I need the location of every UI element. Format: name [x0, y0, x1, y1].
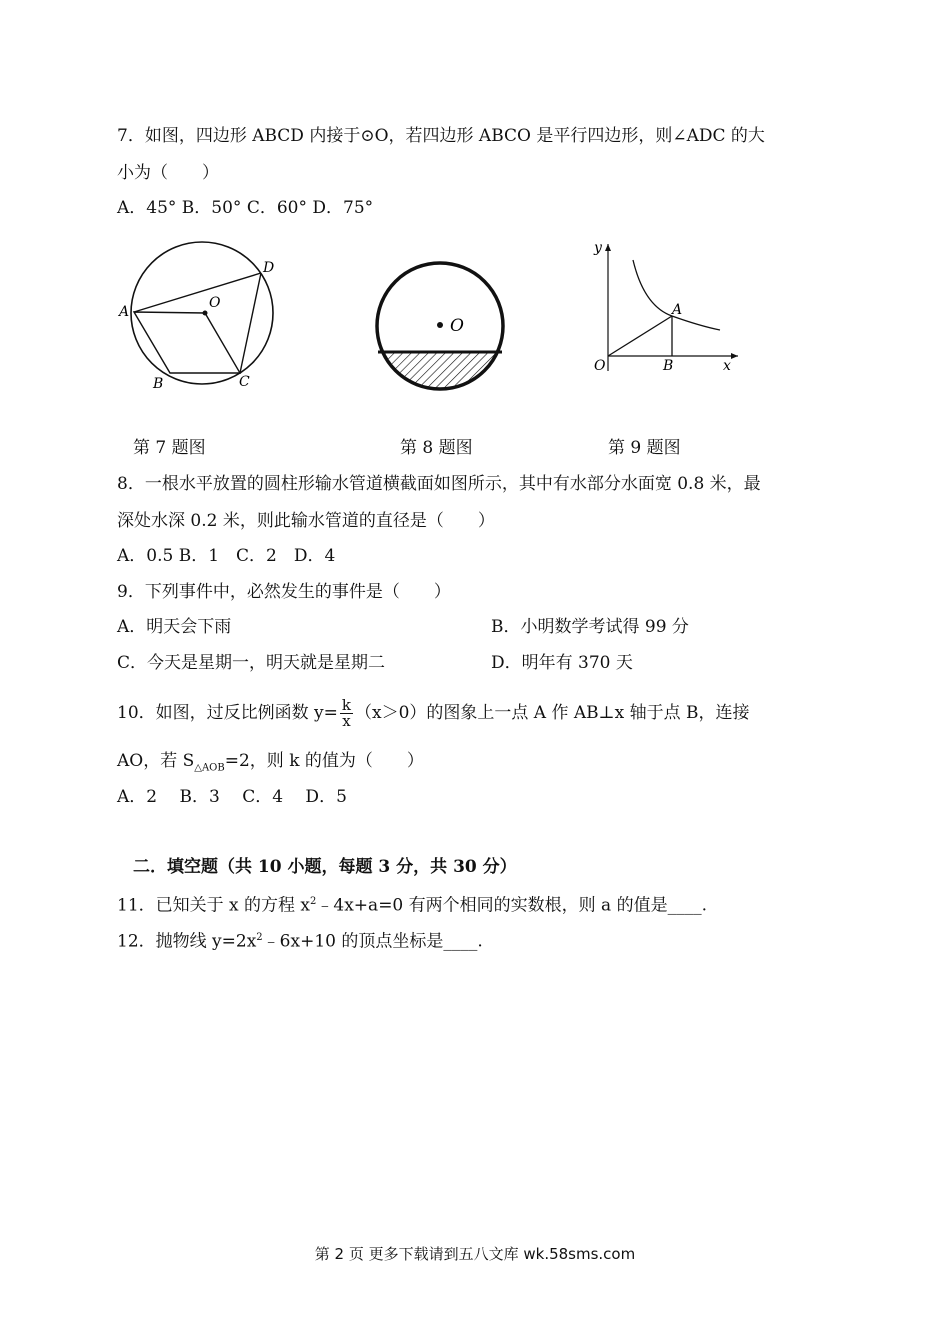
q11-post: ﹣4x+a=0 有两个相同的实数根，则 a 的值是____.: [316, 895, 707, 916]
q10-line2-sub: △AOB: [194, 762, 225, 774]
fig7-label-d: D: [263, 260, 275, 276]
q10-line2-pre: AO，若 S: [117, 751, 195, 771]
fig7-label-a: A: [119, 304, 130, 320]
fig7-label-b: B: [153, 376, 164, 392]
section-2-title: 二．填空题（共 10 小题，每题 3 分，共 30 分）: [133, 857, 517, 877]
q9-stem: 9．下列事件中，必然发生的事件是（ ）: [117, 582, 451, 602]
q12-post: ﹣6x+10 的顶点坐标是____.: [262, 931, 483, 952]
q9-option-c: C．今天是星期一，明天就是星期二: [117, 653, 386, 673]
q10-stem-post: （x＞0）的图象上一点 A 作 AB⊥x 轴于点 B，连接: [354, 703, 750, 723]
q8-stem-line1: 8．一根水平放置的圆柱形输水管道横截面如图所示，其中有水部分水面宽 0.8 米，最: [117, 474, 761, 494]
fig8-label-o: O: [450, 316, 464, 336]
q11-pre: 11．已知关于 x 的方程 x: [117, 895, 311, 916]
q10-line2-post: =2，则 k 的值为（ ）: [224, 751, 424, 771]
q10-stem-pre: 10．如图，过反比例函数 y=: [117, 703, 338, 723]
fig9-label-a: A: [672, 302, 683, 318]
q8-stem-line2: 深处水深 0.2 米，则此输水管道的直径是（ ）: [117, 511, 495, 531]
q10-stem-line1: [117, 698, 750, 729]
q7-options: A．45° B．50° C．60° D．75°: [117, 198, 374, 218]
q10-fraction: [340, 698, 353, 729]
q8-options: A．0.5 B．1 C．2 D．4: [117, 546, 336, 566]
fig7-label-c: C: [239, 374, 250, 390]
q11-sup: 2: [310, 896, 317, 907]
figure-7: [115, 240, 295, 400]
fig7-label-o: O: [209, 295, 221, 311]
q9-option-d: D．明年有 370 天: [491, 653, 633, 673]
fig9-label-o: O: [594, 358, 606, 374]
q10-options: A．2 B．3 C．4 D．5: [117, 787, 347, 807]
figure-8: [370, 258, 510, 398]
q10-frac-den: x: [342, 712, 351, 730]
fig9-label-b: B: [663, 358, 674, 374]
fig8-caption: 第 8 题图: [400, 438, 473, 458]
q7-stem-line2: 小为（ ）: [117, 163, 219, 183]
page-footer: 第 2 页 更多下载请到五八文库 wk.58sms.com: [314, 1245, 636, 1263]
q9-option-a: A．明天会下雨: [117, 617, 232, 637]
fig7-caption: 第 7 题图: [133, 438, 206, 458]
q12-sup: 2: [256, 932, 263, 943]
q7-stem-line1: 7．如图，四边形 ABCD 内接于⊙O，若四边形 ABCO 是平行四边形，则∠ADC 的大: [117, 126, 765, 146]
q12: [117, 926, 483, 954]
figure-9: [588, 236, 748, 381]
q10-stem-line2: [117, 749, 424, 780]
q9-option-b: B．小明数学考试得 99 分: [491, 617, 689, 637]
fig9-label-y: y: [594, 240, 602, 256]
fig9-label-x: x: [723, 358, 731, 374]
q10-frac-num: k: [341, 696, 351, 714]
q12-pre: 12．抛物线 y=2x: [117, 931, 257, 952]
q11: [117, 890, 707, 918]
fig9-caption: 第 9 题图: [608, 438, 681, 458]
